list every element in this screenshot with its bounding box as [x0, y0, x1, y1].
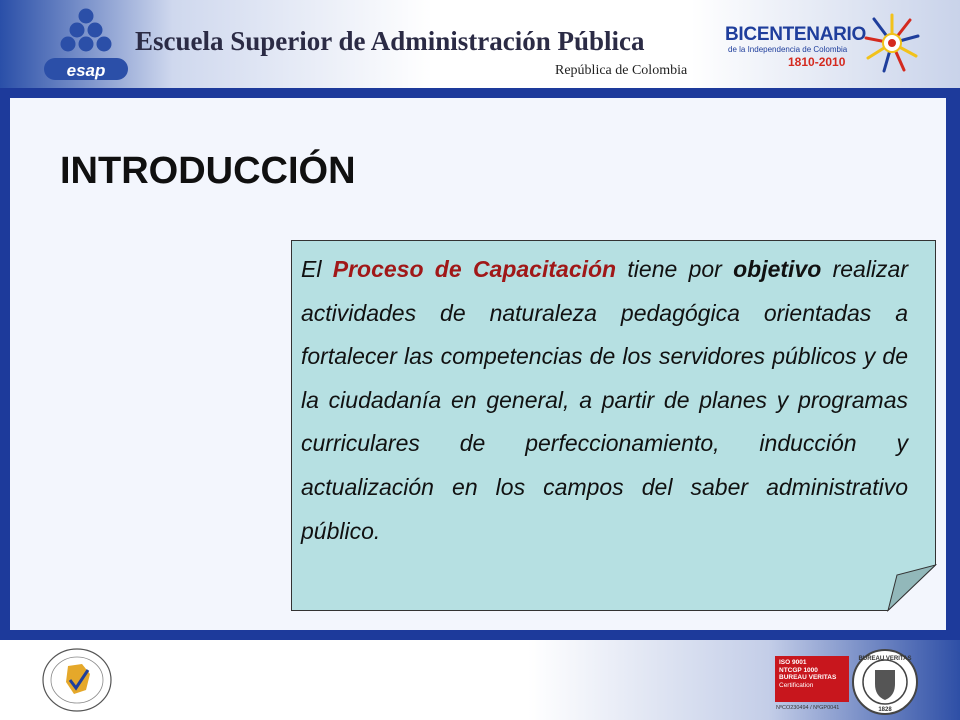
cert-line-certification: Certification: [779, 681, 814, 689]
cert-line-iso: ISO 9001: [779, 659, 807, 666]
bicentenario-emblem-icon: [862, 10, 922, 76]
cert-line-ntcgp: NTCGP 1000: [779, 666, 818, 674]
body-intro: El: [301, 256, 333, 282]
certification-badge: [775, 656, 849, 702]
note-body-text: [301, 248, 908, 553]
school-subtitle: República de Colombia: [555, 63, 688, 78]
body-rest: realizar actividades de naturaleza pedagógica orientadas a fortalecer las competencias de los servidores públicos y de la ciudadanía en general, a partir de planes y programas curriculares de perfeccionamiento, inducción y actualización en los campos del saber administrativo público.: [301, 256, 908, 544]
bicentenario-years: 1810-2010: [788, 55, 846, 69]
objective-emphasis: objetivo: [733, 256, 822, 282]
cert-codes: NºCO230494 / NºGP0041: [776, 705, 840, 711]
body-connector: tiene por: [616, 256, 734, 282]
bicentenario-subtitle: de la Independencia de Colombia: [728, 45, 848, 54]
bicentenario-title: BICENTENARIO: [725, 24, 867, 45]
bureau-veritas-seal-icon: [850, 648, 920, 716]
esap-logo: [40, 6, 132, 84]
slide-heading: INTRODUCCIÓN: [60, 150, 356, 192]
svg-text:BUREAU VERITAS: BUREAU VERITAS: [858, 656, 912, 662]
svg-text:1828: 1828: [878, 707, 892, 713]
cert-line-bureau: BUREAU VERITAS: [779, 674, 837, 682]
quality-seal-icon: [38, 646, 116, 714]
school-title: Escuela Superior de Administración Pública: [135, 26, 645, 56]
process-name-emphasis: Proceso de Capacitación: [332, 256, 617, 282]
svg-text:esap: esap: [66, 61, 106, 80]
